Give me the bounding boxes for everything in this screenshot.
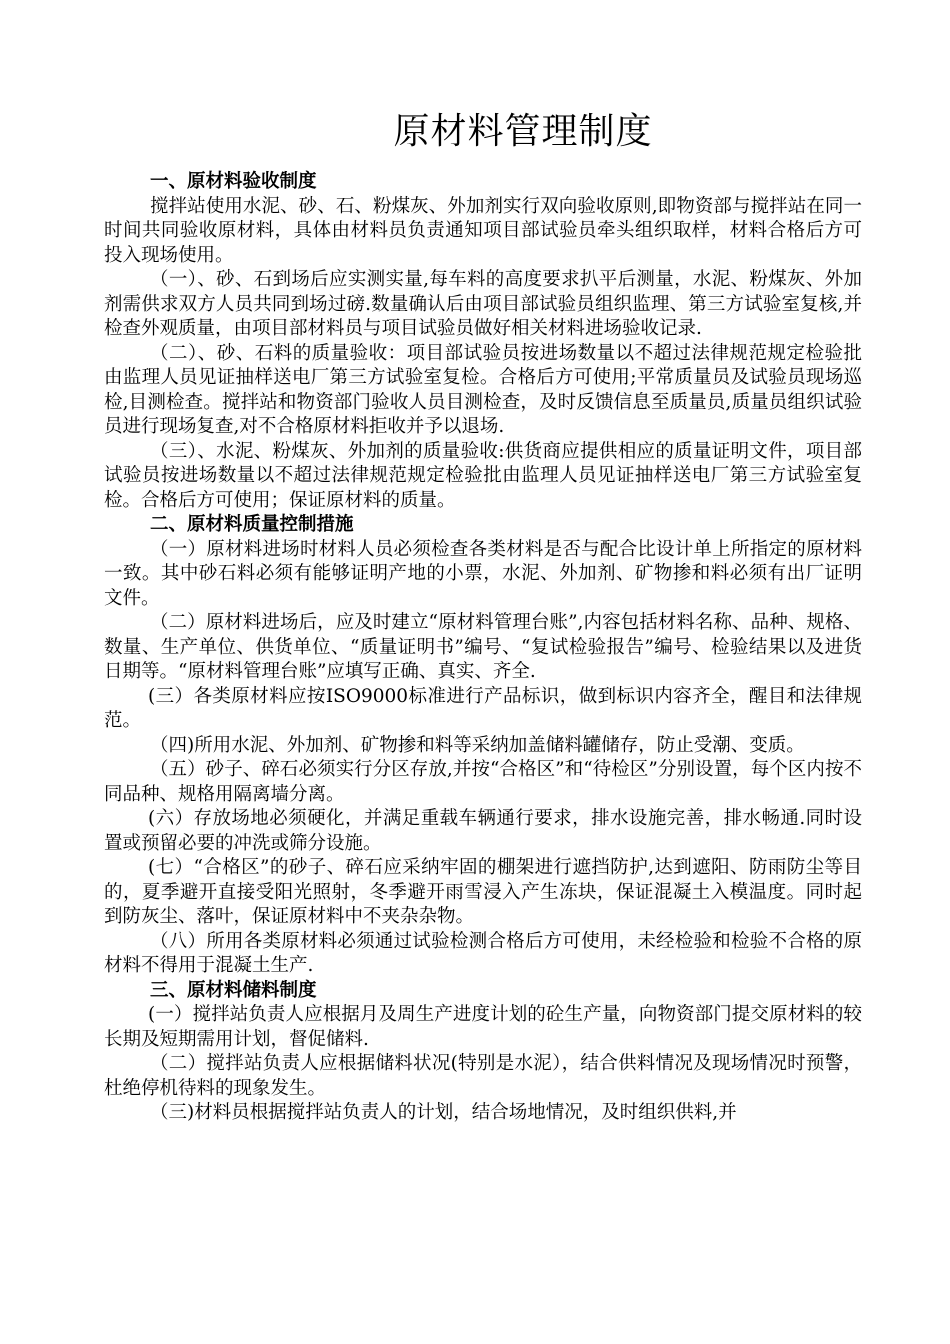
section-heading: 一、原材料验收制度	[150, 171, 317, 192]
section-heading: 三、原材料储料制度	[150, 979, 317, 1001]
paragraph: （二）搅拌站负责人应根据储料状况(特别是水泥），结合供料情况及现场情况时预警，杜绝停机待料的现象发生。	[104, 1053, 862, 1099]
paragraph: （一）原材料进场时材料人员必须检查各类材料是否与配合比设计单上所指定的原材料一致。其中砂石料必须有能够证明产地的小票，水泥、外加剂、矿物掺和料必须有出厂证明文件。	[104, 538, 862, 609]
paragraph: （一）、砂、石到场后应实测实量,每车料的高度要求扒平后测量，水泥、粉煤灰、外加剂需供求双方人员共同到场过磅.数量确认后由项目部试验员组织监理、第三方试验室复核,并检查外观质量，由项目部材料员与项目试验员做好相关材料进场验收记录.	[104, 269, 862, 339]
paragraph: （五）砂子、碎石必须实行分区存放,并按“合格区”和“待检区”分别设置，每个区内按不同品种、规格用隔离墙分离。	[104, 759, 862, 805]
paragraph: (一）搅拌站负责人应根据月及周生产进度计划的砼生产量，向物资部门提交原材料的较长期及短期需用计划，督促储料.	[104, 1004, 862, 1050]
paragraph: （三）、水泥、粉煤灰、外加剂的质量验收:供货商应提供相应的质量证明文件，项目部试验员按进场数量以不超过法律规范规定检验批由监理人员见证抽样送电厂第三方试验室复检。合格后方可使用；保证原材料的质量。	[104, 440, 862, 511]
paragraph: （三)材料员根据搅拌站负责人的计划，结合场地情况，及时组织供料,并	[150, 1102, 737, 1123]
section-quality-control	[104, 513, 862, 979]
section-acceptance	[104, 170, 862, 513]
paragraph: (三）各类原材料应按ISO9000标准进行产品标识，做到标识内容齐全，醒目和法律规范。	[104, 685, 862, 731]
paragraph: （八）所用各类原材料必须通过试验检测合格后方可使用，未经检验和检验不合格的原材料不得用于混凝土生产.	[104, 930, 862, 976]
document-page	[104, 102, 862, 1126]
document-title: 原材料管理制度	[393, 111, 653, 152]
paragraph: （四)所用水泥、外加剂、矿物掺和料等采纳加盖储料罐储存，防止受潮、变质。	[150, 734, 805, 756]
paragraph: （二）、砂、石料的质量验收：项目部试验员按进场数量以不超过法律规范规定检验批由监理人员见证抽样送电厂第三方试验室复检。合格后方可使用;平常质量员及试验员现场巡检,目测检查。搅拌站和物资部门验收人员目测检查，及时反馈信息至质量员,质量员组织试验员进行现场复查,对不合格原材料拒收并予以退场.	[104, 342, 862, 437]
paragraph: (六）存放场地必须硬化，并满足重载车辆通行要求，排水设施完善，排水畅通.同时设置或预留必要的冲洗或筛分设施。	[104, 808, 862, 854]
section-heading: 二、原材料质量控制措施	[150, 514, 354, 535]
paragraph: 搅拌站使用水泥、砂、石、粉煤灰、外加剂实行双向验收原则,即物资部与搅拌站在同一时间共同验收原材料，具体由材料员负责通知项目部试验员牵头组织取样，材料合格后方可投入现场使用。	[104, 195, 862, 266]
section-storage	[104, 979, 862, 1126]
paragraph: (七）“合格区”的砂子、碎石应采纳牢固的棚架进行遮挡防护,达到遮阳、防雨防尘等目的，夏季避开直接受阳光照射，冬季避开雨雪浸入产生冻块，保证混凝土入模温度。同时起到防灰尘、落叶，保证原材料中不夹杂杂物。	[104, 857, 862, 927]
paragraph: （二）原材料进场后，应及时建立“原材料管理台账”,内容包括材料名称、品种、规格、数量、生产单位、供货单位、“质量证明书”编号、“复试检验报告”编号、检验结果以及进货日期等。“原材料管理台账”应填写正确、真实、齐全.	[104, 612, 862, 682]
